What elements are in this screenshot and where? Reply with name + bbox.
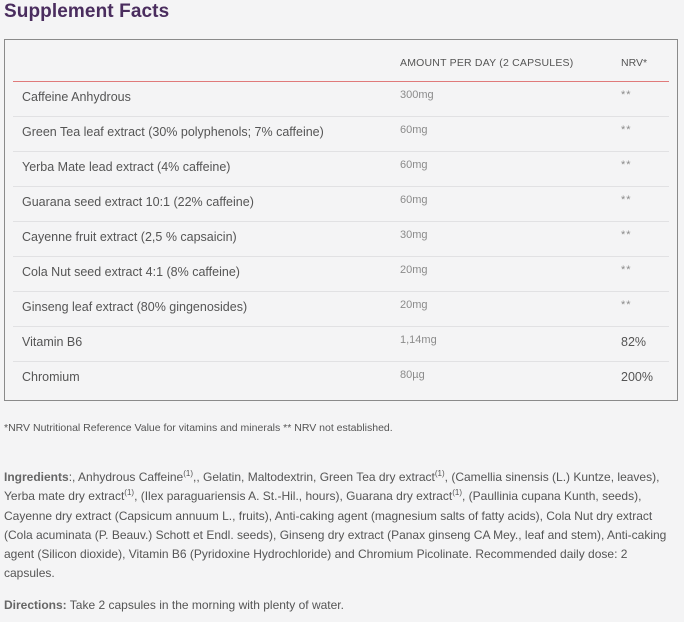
ingredient-name: Yerba Mate lead extract (4% caffeine) — [22, 160, 231, 174]
ingredient-nrv: ** — [621, 194, 632, 206]
table-row — [13, 186, 669, 222]
ingredient-amount: 1,14mg — [400, 334, 437, 346]
table-header — [13, 40, 669, 82]
ingredient-nrv: ** — [621, 89, 632, 101]
directions-label: Directions: — [4, 598, 67, 612]
directions-paragraph — [4, 598, 344, 612]
ingredient-name: Vitamin B6 — [22, 335, 83, 349]
ingredient-amount: 60mg — [400, 159, 428, 171]
ingredient-nrv: ** — [621, 124, 632, 136]
footnote-marker: (1) — [452, 488, 462, 498]
ingredient-amount: 20mg — [400, 264, 428, 276]
footnote-marker: (1) — [434, 469, 445, 478]
footnote-marker: (1) — [183, 469, 193, 478]
header-amount: AMOUNT PER DAY (2 CAPSULES) — [400, 57, 574, 69]
ingredient-amount: 20mg — [400, 299, 428, 311]
footnote-marker: (1) — [124, 488, 135, 498]
ingredient-name: Guarana seed extract 10:1 (22% caffeine) — [22, 195, 254, 209]
ingredient-nrv: 82% — [621, 335, 647, 349]
ingredient-nrv: ** — [621, 229, 632, 241]
ingredient-amount: 30mg — [400, 229, 428, 241]
ingredients-text: :, Anhydrous Caffeine — [68, 470, 184, 484]
directions-text: Take 2 capsules in the morning with plenty of water. — [66, 598, 344, 612]
ingredient-amount: 60mg — [400, 124, 428, 136]
table-row — [13, 116, 669, 152]
page-title: Supplement Facts — [4, 1, 170, 22]
ingredients-label: Ingredients — [4, 470, 69, 484]
ingredient-nrv: 200% — [621, 370, 653, 384]
supplement-facts-table — [4, 39, 678, 401]
ingredient-name: Ginseng leaf extract (80% gingenosides) — [22, 300, 248, 314]
nrv-footnote: *NRV Nutritional Reference Value for vitamins and minerals ** NRV not established. — [4, 422, 393, 434]
ingredients-text: ,, Gelatin, Maltodextrin, Green Tea dry extract — [193, 470, 435, 484]
ingredient-name: Green Tea leaf extract (30% polyphenols; 7% caffeine) — [22, 125, 324, 139]
table-row — [13, 361, 669, 396]
table-row — [13, 256, 669, 292]
ingredients-paragraph — [4, 468, 680, 584]
ingredient-amount: 60mg — [400, 194, 428, 206]
ingredients-text: , (Paullinia cupana Kunth, seeds), Cayenne dry extract (Capsicum annuum L., fruits), Anti-caking agent (magnesium salts of fatty acids), Cola Nut dry extract (Cola acuminata (P. Beauv.) Schott et Endl. seeds), Ginseng dry extract (Panax ginseng CA Mey., leaf and stem), Anti-caking agent (Silicon dioxide), Vitamin B6 (Pyridoxine Hydrochloride) and Chromium Picolinate. Recommended daily dose: 2 capsules. — [4, 489, 667, 581]
table-row — [13, 326, 669, 362]
ingredient-nrv: ** — [621, 264, 632, 276]
ingredient-nrv: ** — [621, 299, 632, 311]
table-row — [13, 221, 669, 257]
ingredients-text: , (Ilex paraguariensis A. St.-Hil., hours), Guarana dry extract — [134, 489, 453, 504]
table-row — [13, 151, 669, 187]
ingredient-name: Cayenne fruit extract (2,5 % capsaicin) — [22, 230, 237, 244]
ingredients-text: , (Camellia sinensis (L.) Kuntze, leaves), Yerba mate dry extract — [4, 470, 660, 504]
ingredient-name: Cola Nut seed extract 4:1 (8% caffeine) — [22, 265, 240, 279]
ingredient-amount: 80µg — [400, 369, 425, 381]
ingredient-name: Caffeine Anhydrous — [22, 90, 131, 104]
table-row — [13, 81, 669, 117]
header-nrv: NRV* — [621, 57, 648, 69]
table-row — [13, 291, 669, 327]
ingredient-nrv: ** — [621, 159, 632, 171]
ingredient-amount: 300mg — [400, 89, 434, 101]
ingredient-name: Chromium — [22, 370, 80, 384]
